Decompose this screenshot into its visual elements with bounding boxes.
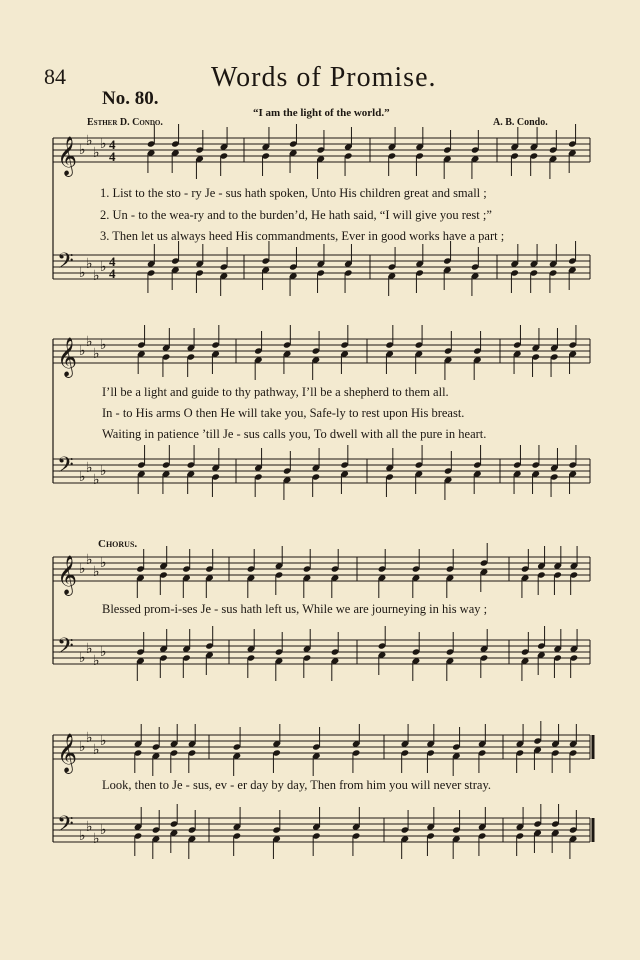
flat-sign: ♭ — [79, 343, 86, 359]
flat-sign: ♭ — [93, 831, 100, 847]
verse-2-line-2: In - to His arms O then He will take you, Safe-ly to rest upon His breast. — [102, 406, 465, 420]
bass-clef: 𝄢 — [57, 453, 74, 483]
flat-sign: ♭ — [86, 256, 93, 272]
flat-sign: ♭ — [79, 650, 86, 666]
verse-1-line-1: 1. List to the sto - ry Je - sus hath spoken, Unto His children great and small ; — [100, 186, 487, 200]
chorus-line-2: Look, then to Je - sus, ev - er day by day, Then from him you will never stray. — [102, 778, 492, 792]
verse-3-line-2: Waiting in patience ’till Je - sus calls you, To dwell with all the pure in heart. — [102, 427, 487, 441]
flat-sign: ♭ — [86, 730, 93, 746]
flat-sign: ♭ — [86, 641, 93, 657]
flat-sign: ♭ — [93, 653, 100, 669]
flat-sign: ♭ — [100, 136, 107, 152]
flat-sign: ♭ — [93, 742, 100, 758]
flat-sign: ♭ — [86, 819, 93, 835]
flat-sign: ♭ — [100, 259, 107, 275]
chorus-label: Chorus. — [98, 538, 138, 550]
page-title: Words of Promise. — [211, 62, 437, 93]
bass-clef: 𝄢 — [57, 634, 74, 664]
flat-sign: ♭ — [100, 337, 107, 353]
author-credit: Esther D. Condo. — [87, 117, 163, 128]
flat-sign: ♭ — [86, 334, 93, 350]
time-signature: 4 — [109, 137, 116, 152]
bass-clef: 𝄢 — [57, 812, 74, 842]
flat-sign: ♭ — [93, 472, 100, 488]
flat-sign: ♭ — [86, 552, 93, 568]
verse-1-line-2: I’ll be a light and guide to thy pathway, I’ll be a shepherd to them all. — [102, 385, 449, 399]
epigraph: “I am the light of the world.” — [253, 107, 390, 119]
flat-sign: ♭ — [79, 469, 86, 485]
flat-sign: ♭ — [100, 463, 107, 479]
verse-2-line-1: 2. Un - to the wea-ry and to the burden’d, He hath said, “I will give you rest ;” — [100, 208, 492, 222]
chorus-line-1: Blessed prom-i-ses Je - sus hath left us, While we are journeying in his way ; — [102, 602, 488, 616]
treble-clef: 𝄞 — [57, 555, 78, 595]
verse-3-line-1: 3. Then let us always heed His commandments, Ever in good works have a part ; — [100, 229, 505, 243]
flat-sign: ♭ — [79, 739, 86, 755]
flat-sign: ♭ — [100, 822, 107, 838]
flat-sign: ♭ — [93, 346, 100, 362]
flat-sign: ♭ — [79, 828, 86, 844]
treble-clef: 𝄞 — [57, 337, 78, 377]
time-signature: 4 — [109, 149, 116, 164]
treble-clef: 𝄞 — [57, 136, 78, 176]
flat-sign: ♭ — [86, 460, 93, 476]
time-signature: 4 — [109, 266, 116, 281]
flat-sign: ♭ — [93, 268, 100, 284]
hymn-number: No. 80. — [102, 88, 159, 109]
flat-sign: ♭ — [79, 265, 86, 281]
page-number: 84 — [44, 64, 66, 89]
flat-sign: ♭ — [79, 142, 86, 158]
treble-clef: 𝄞 — [57, 733, 78, 773]
flat-sign: ♭ — [79, 561, 86, 577]
flat-sign: ♭ — [100, 555, 107, 571]
flat-sign: ♭ — [100, 733, 107, 749]
flat-sign: ♭ — [100, 644, 107, 660]
flat-sign: ♭ — [86, 133, 93, 149]
bass-clef: 𝄢 — [57, 249, 74, 279]
flat-sign: ♭ — [93, 564, 100, 580]
time-signature: 4 — [109, 254, 116, 269]
composer-credit: A. B. Condo. — [493, 117, 548, 128]
flat-sign: ♭ — [93, 145, 100, 161]
